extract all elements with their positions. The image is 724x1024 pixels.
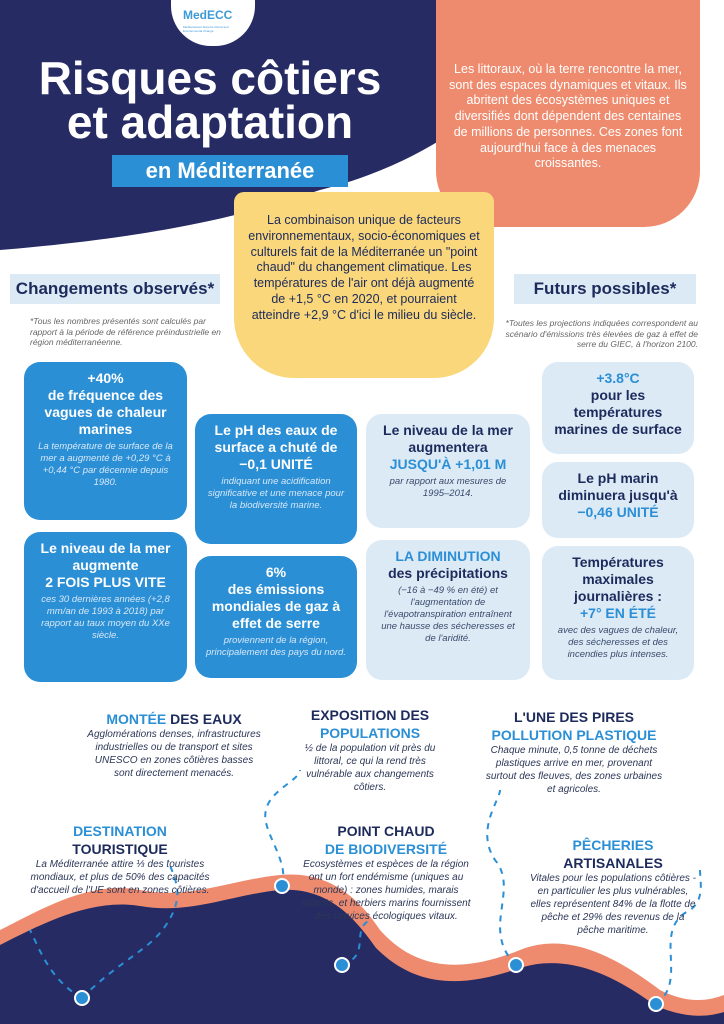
tourisme-accent: DESTINATION — [73, 823, 167, 839]
path-line-4 — [487, 790, 516, 965]
biodiversite-text: Ecosystèmes et espèces de la région ont un fort endémisme (uniques au monde) : zones humides, marais salants, et herbiers marins fournissent des services écologiques vitaux. — [301, 859, 471, 922]
peche-label: ARTISANALES — [563, 855, 663, 871]
emissions-text: proviennent de la région, principalement des pays du nord. — [206, 635, 346, 658]
future-sealevel-value: JUSQU'À +1,01 M — [389, 456, 507, 472]
heatwaves-text: La température de surface de la mer a augmenté de +0,29 °C à +0,44 °C par décennie depuis 1980. — [38, 441, 173, 488]
risk-exposition — [296, 706, 444, 794]
logo-tagline: Méditerranéen Experts Climat and Environmental Change — [183, 25, 229, 33]
risk-montee — [84, 710, 264, 780]
intro-orange-text: Les littoraux, où la terre rencontre la mer, sont des espaces dynamiques et vitaux. Ils abritent des écosystèmes uniques et diversifiés dont dépendent des centaines de millions de personnes. Ces zones font aujourd'hui face à des menaces croissantes. — [449, 62, 687, 171]
coast-marker-4 — [509, 958, 523, 972]
logo-name: MedECC — [183, 8, 233, 22]
future-sealevel-text: par rapport aux mesures de 1995–2014. — [389, 476, 507, 499]
ph-text: indiquant une acidification significative et une menace pour la biodiversité marine. — [207, 476, 345, 511]
observed-box-ph — [195, 414, 357, 544]
sealevel-value: 2 FOIS PLUS VITE — [45, 574, 166, 590]
future-box-precip — [366, 540, 530, 680]
exposition-label-2: POPULATIONS — [319, 725, 421, 741]
emissions-title: des émissions mondiales de gaz à effet de serre — [211, 581, 341, 631]
coast-marker-2 — [275, 879, 289, 893]
sealevel-text: ces 30 dernières années (+2,8 mm/an de 1993 à 2018) par rapport au taux moyen du XXe siècle. — [41, 594, 170, 641]
heatwaves-title: de fréquence des vagues de chaleur marines — [44, 387, 167, 437]
temp-value: +7° EN ÉTÉ — [579, 605, 656, 621]
montee-label: DES EAUX — [170, 711, 242, 727]
page-title — [30, 52, 390, 148]
future-note: *Toutes les projections indiquées correspondent au scénario d'émissions très élevées de gaz à effet de serre du GIEC, à l'horizon 2100. — [505, 318, 698, 349]
emissions-value: 6% — [265, 564, 287, 580]
risk-peche — [528, 836, 698, 937]
path-line-2 — [265, 770, 300, 886]
temp-title: Températures maximales journalières : — [572, 554, 664, 604]
page-subtitle: en Méditerranée — [112, 155, 348, 187]
future-box-temp — [542, 546, 694, 680]
observed-box-sealevel — [24, 532, 187, 682]
biodiversite-label: POINT CHAUD — [337, 823, 435, 839]
pollution-label: L'UNE DES PIRES — [513, 709, 635, 725]
future-header: Futurs possibles* — [514, 274, 696, 304]
temp-text: avec des vagues de chaleur, des sécheresses et des incendies plus intenses. — [557, 625, 679, 660]
sst-title: pour les températures marines de surface — [554, 387, 682, 437]
risk-biodiversite — [300, 822, 472, 923]
heatwaves-value: +40% — [87, 370, 124, 386]
future-ph-value: −0,46 UNITÉ — [577, 504, 659, 520]
peche-text: Vitales pour les populations côtières - en particulier les plus vulnérables, elles représentent 84% de la flotte de pêche et 29% des revenus de la pêche maritime. — [529, 873, 697, 936]
future-box-sealevel — [366, 414, 530, 528]
title-line-1: Risques côtiers — [38, 52, 382, 104]
peche-accent: PÊCHERIES — [572, 837, 654, 853]
future-ph-title: Le pH marin diminuera jusqu'à — [558, 470, 678, 503]
sst-value: +3.8°C — [596, 370, 640, 386]
montee-text: Agglomérations denses, infrastructures industrielles ou de transport et sites UNESCO en zones côtières basses sont directement menacés. — [87, 729, 261, 779]
tourisme-label: TOURISTIQUE — [72, 841, 168, 857]
montee-accent: MONTÉE — [106, 711, 167, 727]
precip-title: des précipitations — [388, 565, 508, 581]
exposition-label-1: EXPOSITION DES — [310, 707, 430, 723]
risk-tourisme — [28, 822, 212, 897]
pollution-accent: POLLUTION PLASTIQUE — [491, 727, 657, 743]
biodiversite-accent: DE BIODIVERSITÉ — [324, 841, 448, 857]
exposition-text: ½ de la population vit près du littoral, ce qui la rend très vulnérable aux changements côtiers. — [304, 743, 436, 793]
observed-header: Changements observés* — [10, 274, 220, 304]
future-box-sst — [542, 362, 694, 454]
title-line-2: et adaptation — [66, 96, 354, 148]
precip-text: (−16 à −49 % en été) et l'augmentation de l'évapotranspiration entraînent une hausse des sécheresses et de l'aridité. — [381, 585, 515, 644]
observed-note: *Tous les nombres présentés sont calculés par rapport à la période de référence préindustrielle en région méditerranéenne. — [30, 316, 221, 347]
coast-marker-5 — [649, 997, 663, 1011]
intro-yellow-text: La combinaison unique de facteurs environnementaux, socio-économiques et culturels fait de la Méditerranée un "point chaud" du changement climatique. Les températures de l'air ont déjà augmenté de +1,5 °C en 2020, et pourraient atteindre +2,9 °C d'ici le milieu du siècle. — [248, 213, 480, 322]
risk-pollution — [484, 708, 664, 796]
coast-marker-1 — [75, 991, 89, 1005]
tourisme-text: La Méditerranée attire ⅓ des touristes mondiaux, et plus de 50% des capacités d'accueil de l'UE sont en zones côtières. — [30, 859, 210, 896]
ph-value: −0,1 UNITÉ — [239, 456, 313, 472]
sealevel-title: Le niveau de la mer augmente — [40, 540, 171, 573]
future-sealevel-title: Le niveau de la mer augmentera — [383, 422, 513, 455]
coast-marker-3 — [335, 958, 349, 972]
ph-title: Le pH des eaux de surface a chuté de — [214, 422, 338, 455]
observed-box-heatwaves — [24, 362, 187, 520]
pollution-text: Chaque minute, 0,5 tonne de déchets plastiques arrive en mer, provenant surtout des fleuves, des zones urbaines et agricoles. — [485, 745, 663, 795]
observed-box-emissions — [195, 556, 357, 678]
precip-value: LA DIMINUTION — [395, 548, 501, 564]
future-box-ph — [542, 462, 694, 538]
